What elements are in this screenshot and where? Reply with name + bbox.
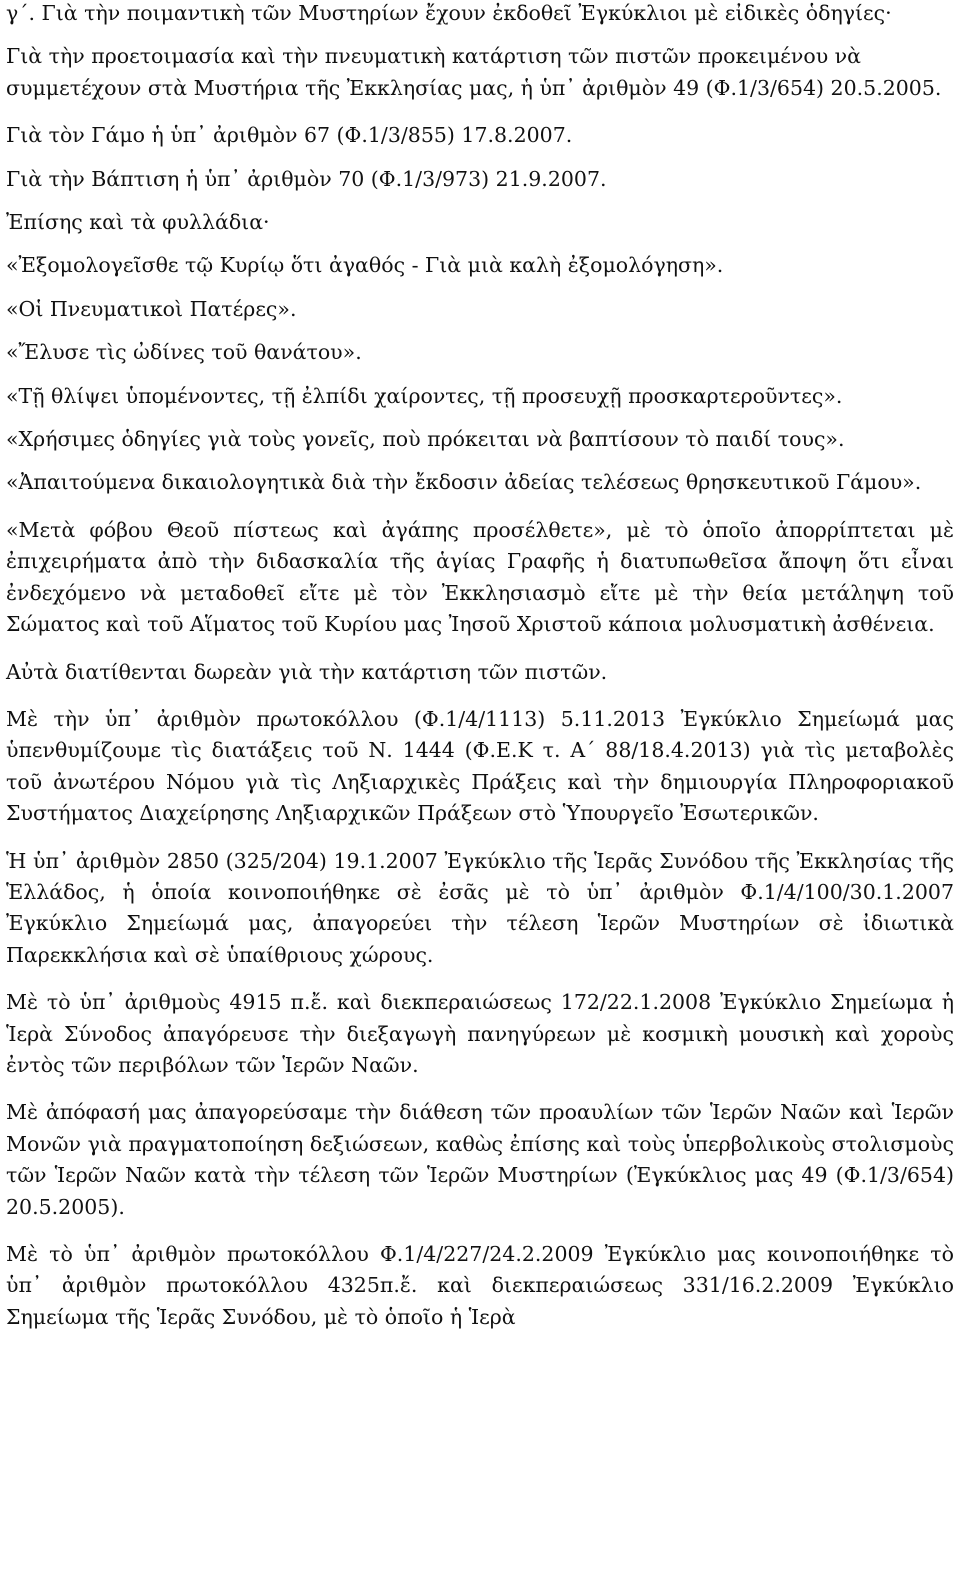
paragraph-marriage: Γιὰ τὸν Γάμο ἡ ὑπ᾽ ἀριθμὸν 67 (Φ.1/3/855) 17.8.2007. — [6, 123, 573, 148]
leaflet-title: «Τῇ θλίψει ὑπομένοντες, τῇ ἐλπίδι χαίροντες, τῇ προσευχῇ προσκαρτεροῦντες». — [6, 383, 843, 408]
leaflet-title: «Οἱ Πνευματικοὶ Πατέρες». — [6, 296, 297, 321]
document-page — [6, 0, 954, 1349]
paragraph-receptions: Μὲ ἀπόφασή μας ἀπαγορεύσαμε τὴν διάθεση τῶν προαυλίων τῶν Ἱερῶν Ναῶν καὶ Ἱερῶν Μονῶν γιὰ πραγματοποίηση δεξιώσεων, καθὼς ἐπίσης καὶ τοὺς ὑπερβολικοὺς στολισμοὺς τῶν Ἱερῶν Ναῶν κατὰ τὴν τέλεση τῶν Ἱερῶν Μυστηρίων (Ἐγκύκλιος μας 49 (Φ.1/3/654) 20.5.2005). — [6, 1100, 954, 1219]
paragraph-civil-registry: Μὲ τὴν ὑπ᾽ ἀριθμὸν πρωτοκόλλου (Φ.1/4/1113) 5.11.2013 Ἐγκύκλιο Σημείωμά μας ὑπενθυμίζουμε τὶς διατάξεις τοῦ Ν. 1444 (Φ.Ε.Κ τ. Α΄ 88/18.4.2013) γιὰ τὶς μεταβολὲς τοῦ ἀνωτέρου Νόμου γιὰ τὶς Ληξιαρχικὲς Πράξεις καὶ τὴν δημιουργία Πληροφοριακοῦ Συστήματος Διαχείρησης Ληξιαρχικῶν Πράξεων στὸ Ὑπουργεῖο Ἐσωτερικῶν. — [6, 706, 954, 826]
paragraph-communion-leaflet: «Μετὰ φόβου Θεοῦ πίστεως καὶ ἀγάπης προσέλθετε», μὲ τὸ ὁποῖο ἀπορρίπτεται μὲ ἐπιχειρήματα ἀπὸ τὴν διδασκαλία τῆς ἁγίας Γραφῆς ἡ διατυπωθεῖσα ἄποψη ὅτι εἶναι ἐνδεχόμενο νὰ μεταδοθεῖ εἴτε μὲ τὸν Ἐκκλησιασμὸ εἴτε μὲ τὴν θεία μετάληψη τοῦ Σώματος καὶ τοῦ Αἵματος τοῦ Κυρίου μας Ἰησοῦ Χριστοῦ κάποια μολυσματικὴ ἀσθένεια. — [6, 517, 954, 637]
leaflet-title: «Χρήσιμες ὁδηγίες γιὰ τοὺς γονεῖς, ποὺ πρόκειται νὰ βαπτίσουν τὸ παιδί τους». — [6, 427, 845, 452]
leaflet-title: «Ἐξομολογεῖσθε τῷ Κυρίῳ ὅτι ἀγαθός - Γιὰ μιὰ καλὴ ἐξομολόγηση». — [6, 253, 724, 278]
leaflet-title: «Ἔλυσε τὶς ὠδίνες τοῦ θανάτου». — [6, 340, 362, 365]
paragraph-circular-2009: Μὲ τὸ ὑπ᾽ ἀριθμὸν πρωτοκόλλου Φ.1/4/227/24.2.2009 Ἐγκύκλιο μας κοινοποιήθηκε τὸ ὑπ᾽ ἀριθμὸν πρωτοκόλλου 4325π.ἔ. καὶ διεκπεραιώσεως 331/16.2.2009 Ἐγκύκλιο Σημείωμα τῆς Ἱερᾶς Συνόδου, μὲ τὸ ὁποῖο ἡ Ἱερὰ — [6, 1242, 954, 1329]
paragraph-private-chapels: Ἡ ὑπ᾽ ἀριθμὸν 2850 (325/204) 19.1.2007 Ἐγκύκλιο τῆς Ἱερᾶς Συνόδου τῆς Ἐκκλησίας τῆς Ἑλλάδος, ἡ ὁποία κοινοποιήθηκε σὲ ἐσᾶς μὲ τὸ ὑπ᾽ ἀριθμὸν Φ.1/4/100/30.1.2007 Ἐγκύκλιο Σημείωμά μας, ἀπαγορεύει τὴν τέλεση Ἱερῶν Μυστηρίων σὲ ἰδιωτικὰ Παρεκκλήσια καὶ σὲ ὑπαίθριους χώρους. — [6, 848, 954, 967]
paragraph-preparation: Γιὰ τὴν προετοιμασία καὶ τὴν πνευματικὴ κατάρτιση τῶν πιστῶν προκειμένου νὰ συμμετέχουν στὰ Μυστήρια τῆς Ἐκκλησίας μας, ἡ ὑπ᾽ ἀριθμὸν 49 (Φ.1/3/654) 20.5.2005. — [6, 44, 942, 100]
paragraph-free-distribution: Αὐτὰ διατίθενται δωρεὰν γιὰ τὴν κατάρτιση τῶν πιστῶν. — [6, 659, 608, 684]
section-heading: γ΄. Γιὰ τὴν ποιμαντικὴ τῶν Μυστηρίων ἔχουν ἐκδοθεῖ Ἐγκύκλιοι μὲ εἰδικὲς ὁδηγίες· — [6, 1, 892, 25]
paragraph-leaflets-intro: Ἐπίσης καὶ τὰ φυλλάδια· — [6, 210, 270, 235]
paragraph-festivals: Μὲ τὸ ὑπ᾽ ἀριθμοὺς 4915 π.ἔ. καὶ διεκπεραιώσεως 172/22.1.2008 Ἐγκύκλιο Σημείωμα ἡ Ἱερὰ Σύνοδος ἀπαγόρευσε τὴν διεξαγωγὴ πανηγύρεων μὲ κοσμικὴ μουσικὴ καὶ χοροὺς ἐντὸς τῶν περιβόλων τῶν Ἱερῶν Ναῶν. — [6, 990, 954, 1077]
leaflet-title: «Ἀπαιτούμενα δικαιολογητικὰ διὰ τὴν ἔκδοσιν ἀδείας τελέσεως θρησκευτικοῦ Γάμου». — [6, 470, 922, 495]
paragraph-baptism: Γιὰ τὴν Βάπτιση ἡ ὑπ᾽ ἀριθμὸν 70 (Φ.1/3/973) 21.9.2007. — [6, 166, 607, 191]
